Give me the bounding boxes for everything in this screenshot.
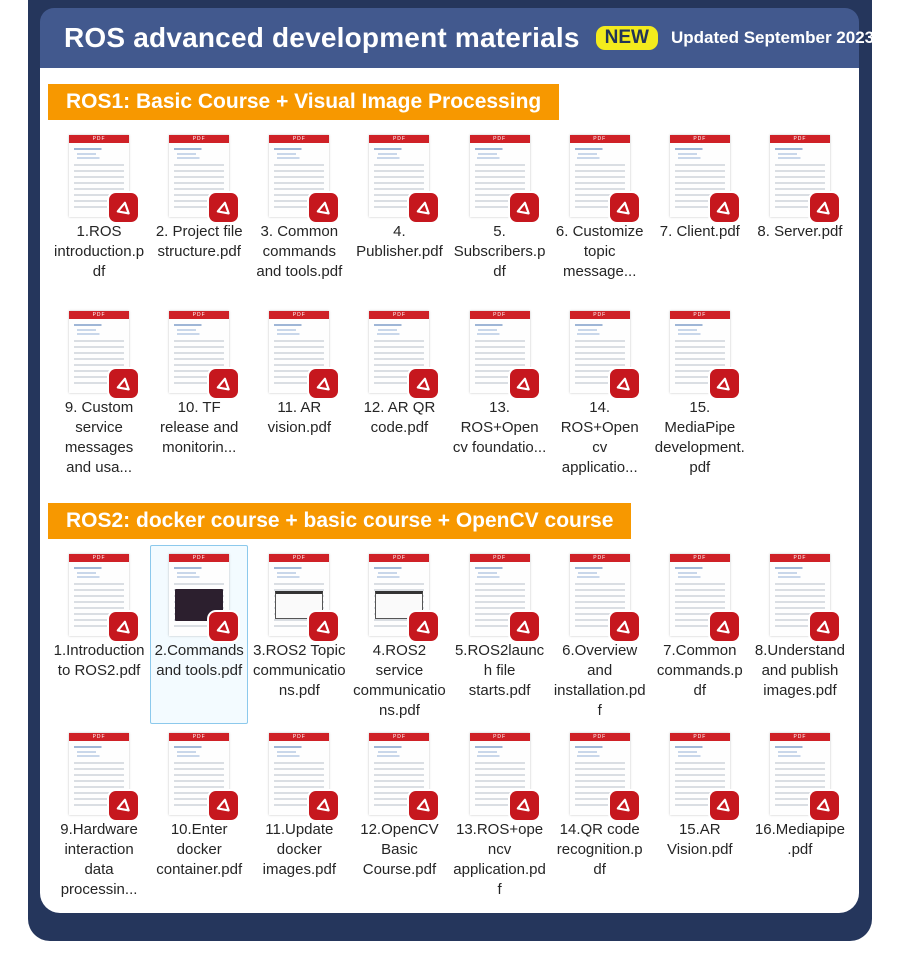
pdf-thumb-header: PDF (670, 733, 730, 741)
file-name: 12.OpenCV Basic Course.pdf (360, 820, 439, 878)
header (40, 8, 875, 68)
pdf-icon (309, 791, 338, 820)
pdf-icon (810, 791, 839, 820)
pdf-icon (610, 369, 639, 398)
pdf-thumb-header: PDF (169, 311, 229, 319)
pdf-icon (109, 193, 138, 222)
page-title: ROS advanced development materials (64, 22, 580, 53)
file-name: 2.Commands and tools.pdf (154, 642, 244, 680)
pdf-thumb-header: PDF (169, 554, 229, 562)
pdf-icon (109, 612, 138, 641)
file-item[interactable] (451, 545, 549, 724)
file-item[interactable] (50, 302, 148, 481)
pdf-thumb-header: PDF (69, 311, 129, 319)
content-panel (40, 68, 859, 913)
file-item[interactable] (350, 724, 448, 903)
pdf-thumb-header: PDF (69, 135, 129, 143)
pdf-thumbnail (169, 733, 229, 815)
pdf-icon (510, 369, 539, 398)
pdf-thumbnail (670, 733, 730, 815)
pdf-icon (209, 612, 238, 641)
file-item[interactable] (451, 724, 549, 903)
pdf-thumbnail (169, 135, 229, 217)
pdf-icon (409, 612, 438, 641)
pdf-thumb-header: PDF (369, 311, 429, 319)
pdf-thumb-header: PDF (269, 733, 329, 741)
file-name: 11. AR vision.pdf (267, 399, 331, 437)
pdf-thumb-header: PDF (470, 311, 530, 319)
pdf-icon (209, 791, 238, 820)
file-item[interactable] (451, 302, 549, 481)
pdf-thumb-header: PDF (369, 554, 429, 562)
pdf-icon (409, 193, 438, 222)
file-item[interactable] (751, 724, 849, 903)
file-item[interactable] (451, 126, 549, 302)
pdf-thumb-header: PDF (570, 554, 630, 562)
pdf-icon (810, 612, 839, 641)
pdf-icon (510, 612, 539, 641)
pdf-icon (209, 193, 238, 222)
file-item[interactable] (150, 724, 248, 903)
pdf-thumb-header: PDF (470, 135, 530, 143)
pdf-icon (710, 612, 739, 641)
file-item[interactable] (350, 302, 448, 481)
pdf-thumb-header: PDF (169, 135, 229, 143)
pdf-thumbnail (69, 733, 129, 815)
file-name: 3.ROS2 Topic communications.pdf (253, 642, 346, 699)
materials-card (28, 0, 875, 941)
file-item[interactable] (250, 126, 348, 302)
pdf-thumb-header: PDF (570, 135, 630, 143)
pdf-thumbnail (69, 135, 129, 217)
file-item[interactable] (551, 302, 649, 481)
file-item[interactable] (150, 302, 248, 481)
pdf-thumb-header: PDF (770, 733, 830, 741)
file-item[interactable] (250, 545, 348, 724)
pdf-thumb-header: PDF (470, 554, 530, 562)
file-name: 7. Client.pdf (659, 223, 740, 241)
pdf-thumb-header: PDF (670, 311, 730, 319)
pdf-thumb-header: PDF (670, 554, 730, 562)
pdf-thumbnail (570, 554, 630, 636)
pdf-icon (309, 612, 338, 641)
pdf-thumb-header: PDF (369, 733, 429, 741)
pdf-icon (810, 193, 839, 222)
pdf-thumb-header: PDF (69, 733, 129, 741)
file-name: 11.Update docker images.pdf (262, 820, 336, 878)
pdf-thumb-header: PDF (770, 554, 830, 562)
pdf-thumbnail (470, 311, 530, 393)
pdf-thumbnail (69, 311, 129, 393)
file-item[interactable] (50, 545, 148, 724)
file-name: 9.Hardware interaction data processin... (60, 820, 138, 898)
pdf-thumb-header: PDF (570, 311, 630, 319)
file-name: 3. Common commands and tools.pdf (256, 223, 343, 281)
pdf-thumb-header: PDF (269, 135, 329, 143)
file-name: 6. Customize topic message... (555, 223, 644, 281)
pdf-thumbnail (770, 733, 830, 815)
pdf-thumbnail (570, 733, 630, 815)
pdf-icon (409, 369, 438, 398)
file-name: 4. Publisher.pdf (356, 223, 443, 261)
file-item[interactable] (250, 302, 348, 481)
file-item[interactable] (651, 724, 749, 903)
pdf-thumb-header: PDF (369, 135, 429, 143)
file-name: 5.ROS2launch file starts.pdf (454, 642, 545, 699)
pdf-icon (309, 369, 338, 398)
file-name: 7.Common commands.pdf (656, 642, 743, 699)
file-item[interactable] (551, 545, 649, 724)
pdf-thumbnail (770, 554, 830, 636)
file-item[interactable] (651, 545, 749, 724)
pdf-icon (409, 791, 438, 820)
pdf-icon (109, 369, 138, 398)
file-item[interactable] (751, 126, 849, 302)
file-name: 2. Project file structure.pdf (155, 223, 243, 261)
pdf-thumbnail (169, 554, 229, 636)
pdf-icon (710, 193, 739, 222)
pdf-thumbnail (670, 311, 730, 393)
new-badge: NEW (596, 26, 658, 50)
pdf-thumbnail (369, 554, 429, 636)
file-item[interactable] (551, 126, 649, 302)
updated-text: Updated September 2023 (670, 28, 875, 47)
pdf-thumbnail (269, 135, 329, 217)
pdf-thumb-header: PDF (770, 135, 830, 143)
pdf-icon (109, 791, 138, 820)
file-name: 15. MediaPipe development.pdf (654, 399, 745, 476)
file-name: 14. ROS+Open cv applicatio... (560, 399, 639, 476)
section-banner-ros2: ROS2: docker course + basic course + OpenCV course (48, 503, 631, 539)
file-item[interactable] (651, 126, 749, 302)
pdf-icon (209, 369, 238, 398)
file-name: 9. Custom service messages and usa... (64, 399, 134, 476)
section-banner-ros1: ROS1: Basic Course + Visual Image Processing (48, 84, 559, 120)
pdf-icon (610, 791, 639, 820)
pdf-icon (610, 193, 639, 222)
pdf-thumbnail (369, 135, 429, 217)
file-name: 8. Server.pdf (757, 223, 843, 241)
pdf-thumbnail (369, 733, 429, 815)
pdf-thumbnail (169, 311, 229, 393)
file-name: 10. TF release and monitorin... (159, 399, 239, 457)
file-grid-ros2 (48, 545, 851, 903)
pdf-thumbnail (269, 733, 329, 815)
pdf-icon (510, 791, 539, 820)
pdf-thumbnail (470, 554, 530, 636)
pdf-thumbnail (770, 135, 830, 217)
file-name: 16.Mediapipe.pdf (754, 820, 845, 858)
pdf-thumbnail (269, 554, 329, 636)
pdf-thumbnail (69, 554, 129, 636)
pdf-thumbnail (369, 311, 429, 393)
pdf-thumb-header: PDF (470, 733, 530, 741)
file-item[interactable] (350, 545, 448, 724)
pdf-thumbnail (570, 311, 630, 393)
file-name: 13.ROS+opencv application.pdf (453, 820, 546, 898)
pdf-thumb-header: PDF (169, 733, 229, 741)
pdf-icon (309, 193, 338, 222)
pdf-icon (510, 193, 539, 222)
pdf-thumbnail (670, 135, 730, 217)
pdf-icon (710, 791, 739, 820)
file-item[interactable] (651, 302, 749, 481)
file-item[interactable] (50, 724, 148, 903)
file-name: 1.ROS introduction.pdf (54, 223, 145, 281)
file-name: 5. Subscribers.pdf (453, 223, 546, 281)
file-item[interactable] (250, 724, 348, 903)
pdf-icon (710, 369, 739, 398)
file-name: 4.ROS2 service communications.pdf (353, 642, 446, 719)
file-name: 10.Enter docker container.pdf (156, 820, 243, 878)
pdf-thumb-header: PDF (269, 311, 329, 319)
pdf-thumbnail (470, 733, 530, 815)
file-name: 1.Introduction to ROS2.pdf (53, 642, 145, 680)
pdf-thumbnail (470, 135, 530, 217)
pdf-thumb-header: PDF (269, 554, 329, 562)
pdf-thumb-header: PDF (670, 135, 730, 143)
file-name: 12. AR QR code.pdf (363, 399, 436, 437)
file-item[interactable] (50, 126, 148, 302)
pdf-thumbnail (670, 554, 730, 636)
pdf-thumbnail (570, 135, 630, 217)
file-item[interactable] (551, 724, 649, 903)
file-name: 13. ROS+Open cv foundatio... (452, 399, 547, 457)
file-grid-ros1 (48, 126, 851, 481)
file-item[interactable] (350, 126, 448, 302)
file-item[interactable] (751, 545, 849, 724)
file-item[interactable] (150, 126, 248, 302)
pdf-thumb-header: PDF (570, 733, 630, 741)
file-name: 15.AR Vision.pdf (667, 820, 733, 858)
pdf-thumbnail (269, 311, 329, 393)
file-name: 6.Overview and installation.pdf (553, 642, 646, 719)
pdf-icon (610, 612, 639, 641)
file-item[interactable] (150, 545, 248, 724)
pdf-thumb-header: PDF (69, 554, 129, 562)
file-name: 14.QR code recognition.pdf (556, 820, 643, 878)
file-name: 8.Understand and publish images.pdf (754, 642, 845, 699)
